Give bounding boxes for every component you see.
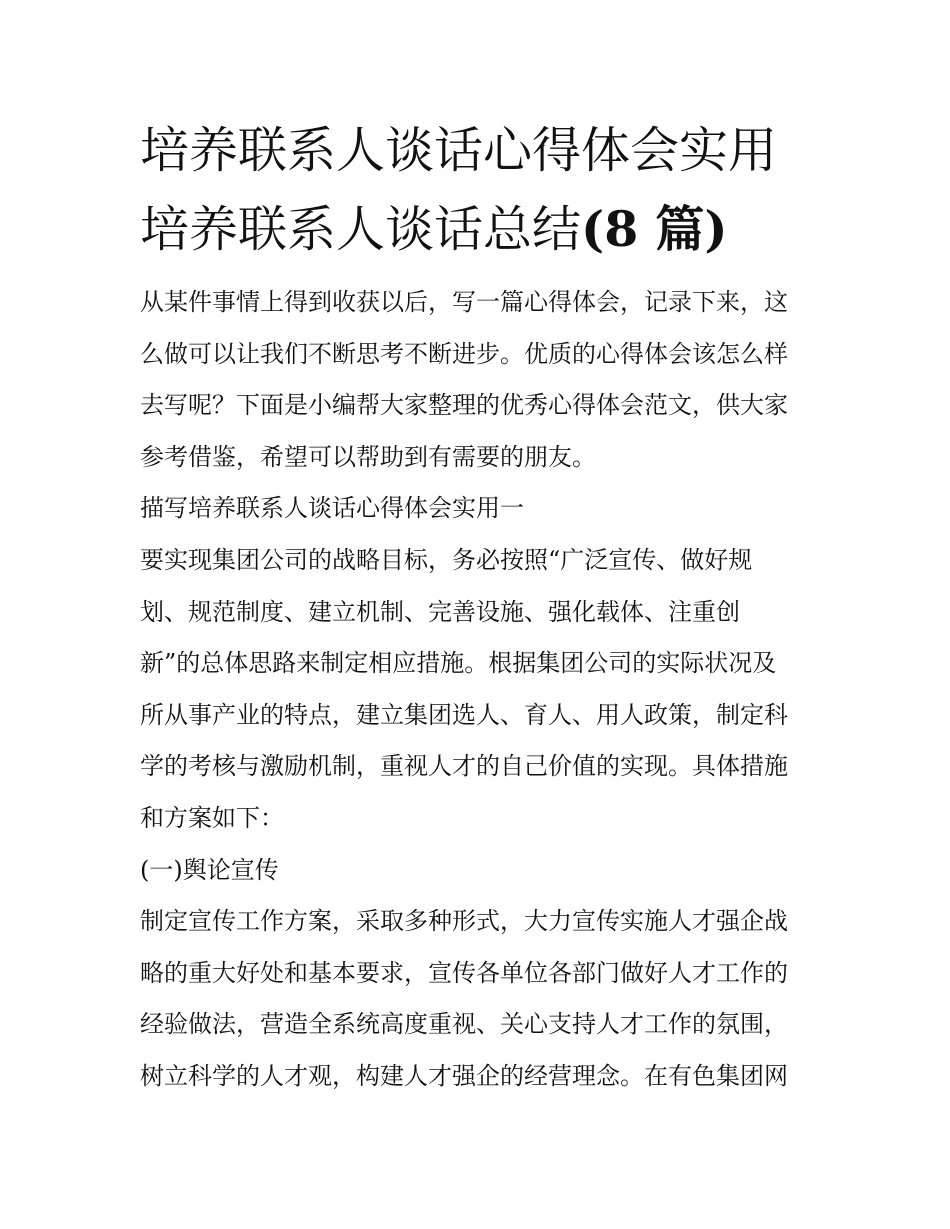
title-count: (8 篇) — [581, 200, 728, 258]
paragraph-line: 略的重大好处和基本要求，宣传各单位各部门做好人才工作的 — [140, 958, 788, 987]
intro-line: 从某件事情上得到收获以后，写一篇心得体会，记录下来，这 — [140, 288, 788, 316]
intro-line: 去写呢？下面是小编帮大家整理的优秀心得体会范文，供大家 — [140, 391, 788, 420]
section-heading: 描写培养联系人谈话心得体会实用一 — [140, 494, 524, 523]
paragraph-line: 经验做法，营造全系统高度重视、关心支持人才工作的氛围， — [140, 1010, 788, 1039]
paragraph-line: 划、规范制度、建立机制、完善设施、强化载体、注重创 — [140, 597, 740, 626]
intro-line: 么做可以让我们不断思考不断进步。优质的心得体会该怎么样 — [140, 339, 788, 368]
paragraph-line: 制定宣传工作方案，采取多种形式，大力宣传实施人才强企战 — [140, 907, 788, 936]
title-line-1: 培养联系人谈话心得体会实用 — [140, 122, 778, 179]
subsection-heading: (一)舆论宣传 — [140, 855, 279, 884]
paragraph-line: 要实现集团公司的战略目标，务必按照“广泛宣传、做好规 — [140, 545, 753, 574]
title-line-2-text: 培养联系人谈话总结 — [140, 201, 582, 258]
paragraph-line: 树立科学的人才观，构建人才强企的经营理念。在有色集团网 — [140, 1061, 788, 1090]
paragraph-line: 所从事产业的特点，建立集团选人、育人、用人政策，制定科 — [140, 700, 788, 729]
document-title — [140, 112, 820, 269]
paragraph-line: 和方案如下： — [140, 803, 284, 832]
paragraph-line: 新”的总体思路来制定相应措施。根据集团公司的实际状况及 — [140, 649, 777, 678]
intro-line: 参考借鉴，希望可以帮助到有需要的朋友。 — [140, 442, 596, 471]
title-line-2 — [140, 190, 820, 269]
document-body — [140, 277, 820, 1103]
paragraph-line: 学的考核与激励机制，重视人才的自己价值的实现。具体措施 — [140, 752, 788, 781]
